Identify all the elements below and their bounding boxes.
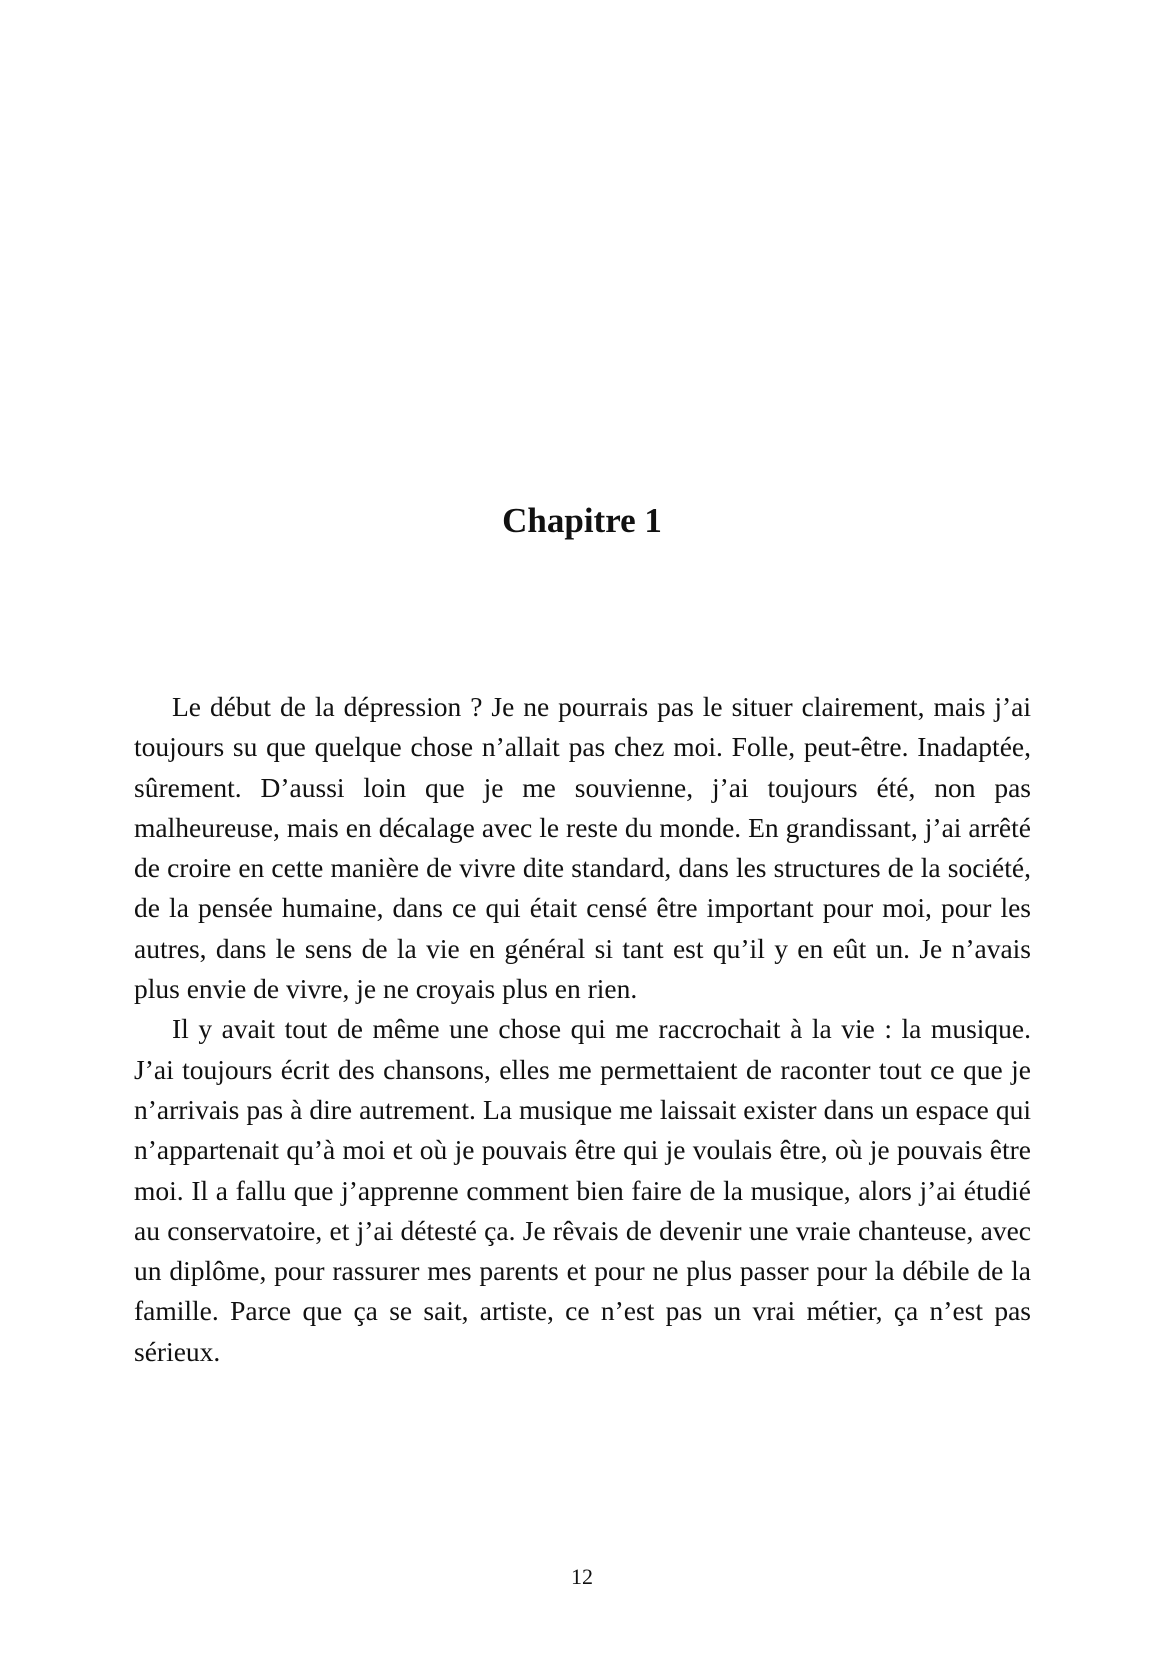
page-number: 12 (571, 1564, 593, 1589)
paragraph-2: Il y avait tout de même une chose qui me raccrochait à la vie : la musique. J’ai toujours écrit des chansons, elles me permettaient de raconter tout ce que je n’arrivais pas à dire autrement. La musique me laissait exister dans un espace qui n’appartenait qu’à moi et où je pouvais être qui je voulais être, où je pouvais être moi. Il a fallu que j’apprenne comment bien faire de la musique, alors j’ai étudié au conservatoire, et j’ai détesté ça. Je rêvais de devenir une vraie chanteuse, avec un diplôme, pour rassurer mes parents et pour ne plus passer pour la débile de la famille. Parce que ça se sait, artiste, ce n’est pas un vrai métier, ça n’est pas sérieux. (134, 1013, 1031, 1367)
paragraph-1: Le début de la dépression ? Je ne pourrais pas le situer clairement, mais j’ai toujours su que quelque chose n’allait pas chez moi. Folle, peut-être. Inadaptée, sûrement. D’aussi loin que je me souvienne, j’ai toujours été, non pas malheureuse, mais en décalage avec le reste du monde. En grandissant, j’ai arrêté de croire en cette manière de vivre dite standard, dans les structures de la société, de la pensée humaine, dans ce qui était censé être important pour moi, pour les autres, dans le sens de la vie en général si tant est qu’il y en eût un. Je n’avais plus envie de vivre, je ne croyais plus en rien. (134, 691, 1031, 1005)
chapter-body (134, 687, 1031, 1372)
chapter-title: Chapitre 1 (502, 501, 662, 540)
